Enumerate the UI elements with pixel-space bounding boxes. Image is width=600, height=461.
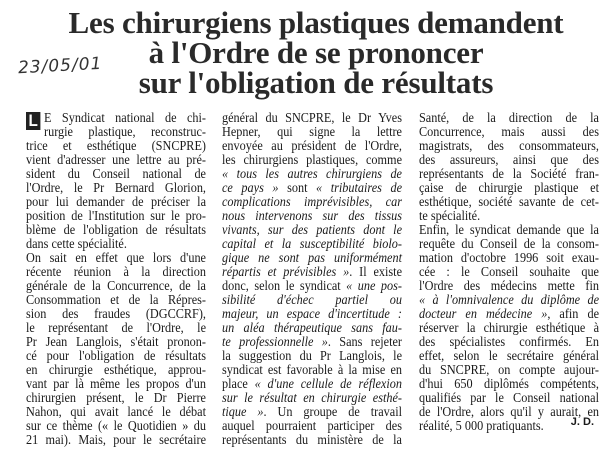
italic-quote: « tributaires de xyxy=(316,180,402,195)
text-line xyxy=(222,335,402,349)
text-segment: représentants de la Société fran- xyxy=(419,166,599,181)
text-segment: blème de l'obligation de résultats xyxy=(26,222,206,237)
text-line xyxy=(222,265,402,279)
text-segment: donc, selon le syndicat xyxy=(222,278,347,293)
headline xyxy=(40,5,592,100)
text-segment: Consommation et de la Répres- xyxy=(26,292,206,307)
text-segment: réalité, 5 000 pratiquants. xyxy=(419,418,544,433)
text-line xyxy=(419,391,599,405)
italic-quote: sibilité d'échec partiel ou xyxy=(222,292,402,307)
text-line xyxy=(26,349,206,363)
text-line xyxy=(419,335,599,349)
text-segment: les chirurgiens plastiques, comme xyxy=(222,152,402,167)
text-line xyxy=(419,167,599,181)
text-segment: sion des fraudes (DGCCRF), xyxy=(26,306,206,321)
text-segment: , afin de xyxy=(547,306,600,321)
headline-line-2: à l'Ordre de se prononcer xyxy=(148,35,484,70)
text-line xyxy=(222,293,402,307)
text-segment: syndicat est favorable à la mise en xyxy=(222,362,402,377)
italic-quote: tique » xyxy=(222,404,264,419)
text-line xyxy=(222,167,402,181)
italic-quote: « une pos- xyxy=(346,278,402,293)
text-segment: position de l'Institution sur le pro- xyxy=(26,208,206,223)
text-segment: sident du Conseil national de xyxy=(26,166,206,181)
italic-quote: « tous les autres chirurgiens de xyxy=(222,166,402,181)
text-segment: çaise de chirurgie plastique et xyxy=(419,180,599,195)
text-line xyxy=(222,363,402,377)
text-line xyxy=(222,181,402,195)
headline-line-1: Les chirurgiens plastiques demandent xyxy=(68,5,564,40)
text-line xyxy=(419,293,599,307)
text-segment: chirurgien présent, le Dr Pierre xyxy=(26,390,206,405)
text-line xyxy=(26,293,206,307)
text-line xyxy=(26,111,206,125)
text-segment: sur ce thème (« le Quotidien » du xyxy=(26,418,206,433)
text-segment: en chirurgie esthétique, approu- xyxy=(26,362,206,377)
italic-quote: gique ne sont pas uniformément xyxy=(222,250,402,265)
text-line xyxy=(26,419,206,433)
text-line xyxy=(222,307,402,321)
text-line xyxy=(26,307,206,321)
text-line xyxy=(419,363,599,377)
text-line xyxy=(26,209,206,223)
text-segment: requête du Conseil de la consom- xyxy=(419,236,599,251)
text-segment: mation d'octobre 1996 soit exau- xyxy=(419,250,599,265)
text-line xyxy=(222,153,402,167)
text-line xyxy=(222,405,402,419)
italic-quote: « à l'omnivalence du diplôme de xyxy=(419,292,599,307)
text-segment: sont xyxy=(278,180,317,195)
text-line xyxy=(222,251,402,265)
text-line xyxy=(419,307,599,321)
text-line xyxy=(419,195,599,209)
text-segment: représentants du ministère de la xyxy=(222,432,402,447)
text-line xyxy=(26,265,206,279)
text-segment: qualifiés par le Conseil national xyxy=(419,390,599,405)
text-line xyxy=(26,237,206,251)
text-segment: esthétique, société savante de cet- xyxy=(419,194,599,209)
text-line xyxy=(26,321,206,335)
text-segment: des assureurs, ainsi que des xyxy=(419,152,599,167)
italic-quote: nous intervenons sur des tissus xyxy=(222,208,402,223)
text-line xyxy=(419,125,599,139)
text-segment: vant par là même les propos d'un xyxy=(26,376,206,391)
text-line xyxy=(419,181,599,195)
text-segment: réserver la chirurgie esthétique à xyxy=(419,320,599,335)
text-line xyxy=(26,363,206,377)
text-segment: Pr Jean Langlois, s'était pronon- xyxy=(26,334,206,349)
text-segment: cé pour l'obligation de résultats xyxy=(26,348,206,363)
text-segment: magistrats, des consommateurs, xyxy=(419,138,599,153)
text-segment: effet, selon le secrétaire général xyxy=(419,348,599,363)
italic-quote: complications imprévisibles, car xyxy=(222,194,402,209)
italic-quote: docteur en médecine » xyxy=(419,306,548,321)
text-line xyxy=(222,223,402,237)
text-segment: dans cette spécialité. xyxy=(26,236,127,251)
text-line xyxy=(419,139,599,153)
text-line xyxy=(26,251,206,265)
handwritten-date: 23/05/01 xyxy=(17,53,103,79)
text-segment: la suggestion du Pr Langlois, le xyxy=(222,348,402,363)
author-signature: J. D. xyxy=(570,416,594,428)
text-line xyxy=(26,195,206,209)
text-segment: générale de la Concurrence, de la xyxy=(26,278,206,293)
text-line xyxy=(222,433,402,447)
text-line xyxy=(222,237,402,251)
text-segment: pour lui demander de préciser la xyxy=(26,194,206,209)
italic-quote: un aléa thérapeutique sans fau- xyxy=(222,320,402,335)
text-segment: . Sans rejeter xyxy=(327,334,402,349)
text-segment: Concurrence, mais aussi des xyxy=(419,124,599,139)
text-line xyxy=(222,377,402,391)
article-column-1 xyxy=(26,111,206,447)
text-segment: Nahon, qui avait lancé le débat xyxy=(26,404,206,419)
text-segment: de l'Ordre, alors qu'il y aurait, en xyxy=(419,404,599,419)
text-segment: cée : le Conseil souhaite que xyxy=(419,264,599,279)
text-line xyxy=(222,125,402,139)
italic-quote: majeur, un espace d'incertitude : xyxy=(222,306,402,321)
text-line xyxy=(26,125,206,139)
italic-quote: sur le résultat en chirurgie esthé- xyxy=(222,390,402,405)
text-segment: place xyxy=(222,376,255,391)
text-segment: vient d'adresser une lettre au pré- xyxy=(26,152,206,167)
text-segment: l'Ordre des médecins mette fin xyxy=(419,278,599,293)
text-line xyxy=(26,223,206,237)
text-segment: Santé, de la direction de la xyxy=(419,110,599,125)
text-segment: Hepner, qui signe la lettre xyxy=(222,124,402,139)
italic-quote: capital et la susceptibilité biolo- xyxy=(222,236,402,251)
text-line xyxy=(222,209,402,223)
italic-quote: ce pays » xyxy=(222,180,279,195)
italic-quote: te professionnelle » xyxy=(222,334,328,349)
text-line xyxy=(26,167,206,181)
text-line xyxy=(419,209,599,223)
text-line xyxy=(222,391,402,405)
text-segment: Enfin, le syndicat demande que la xyxy=(419,222,599,237)
text-line xyxy=(26,433,206,447)
text-segment: te spécialité. xyxy=(419,208,481,223)
text-line xyxy=(222,279,402,293)
text-line xyxy=(419,237,599,251)
text-segment: l'Ordre, le Pr Bernard Glorion, xyxy=(26,180,206,195)
text-line xyxy=(26,279,206,293)
text-line xyxy=(222,419,402,433)
drop-cap: L xyxy=(26,112,40,130)
text-line xyxy=(26,153,206,167)
italic-quote: vivants, sur des patients dont le xyxy=(222,222,402,237)
text-segment: . Un groupe de travail xyxy=(263,404,402,419)
text-line xyxy=(222,321,402,335)
text-line xyxy=(419,111,599,125)
text-line xyxy=(419,321,599,335)
text-segment: envoyée au président de l'Ordre, xyxy=(222,138,402,153)
text-segment: le représentant de l'Ordre, le xyxy=(26,320,206,335)
text-segment: rurgie plastique, reconstruc- xyxy=(44,124,206,139)
text-line xyxy=(222,111,402,125)
text-line xyxy=(26,139,206,153)
text-line xyxy=(419,279,599,293)
text-line xyxy=(419,223,599,237)
text-line xyxy=(419,265,599,279)
text-line xyxy=(419,377,599,391)
text-segment: du SNCPRE, on compte aujour- xyxy=(419,362,599,377)
text-line xyxy=(419,251,599,265)
italic-quote: « d'une cellule de réflexion xyxy=(254,376,402,391)
text-line xyxy=(419,153,599,167)
headline-line-3: sur l'obligation de résultats xyxy=(138,65,494,100)
text-segment: 21 mai). Mais, pour le secrétaire xyxy=(26,432,206,447)
text-line xyxy=(222,195,402,209)
text-segment: E Syndicat national de chi- xyxy=(44,110,206,125)
text-line xyxy=(26,377,206,391)
text-line xyxy=(222,139,402,153)
text-segment: récente réunion à la direction xyxy=(26,264,206,279)
italic-quote: répartis et prévisibles » xyxy=(222,264,350,279)
text-line xyxy=(26,181,206,195)
article-column-2 xyxy=(222,111,402,447)
text-segment: des spécialistes confirmés. En xyxy=(419,334,599,349)
text-segment: . Il existe xyxy=(349,264,402,279)
text-segment: général du SNCPRE, le Dr Yves xyxy=(222,110,402,125)
text-segment: auquel pourraient participer des xyxy=(222,418,402,433)
text-segment: d'hui 650 diplômés compétents, xyxy=(419,376,599,391)
text-line xyxy=(222,349,402,363)
text-segment: On sait en effet que lors d'une xyxy=(26,250,206,265)
text-line xyxy=(26,391,206,405)
text-line xyxy=(26,405,206,419)
text-line xyxy=(419,349,599,363)
text-line xyxy=(26,335,206,349)
article-column-3 xyxy=(419,111,599,433)
text-segment: trice et esthétique (SNCPRE) xyxy=(26,138,206,153)
